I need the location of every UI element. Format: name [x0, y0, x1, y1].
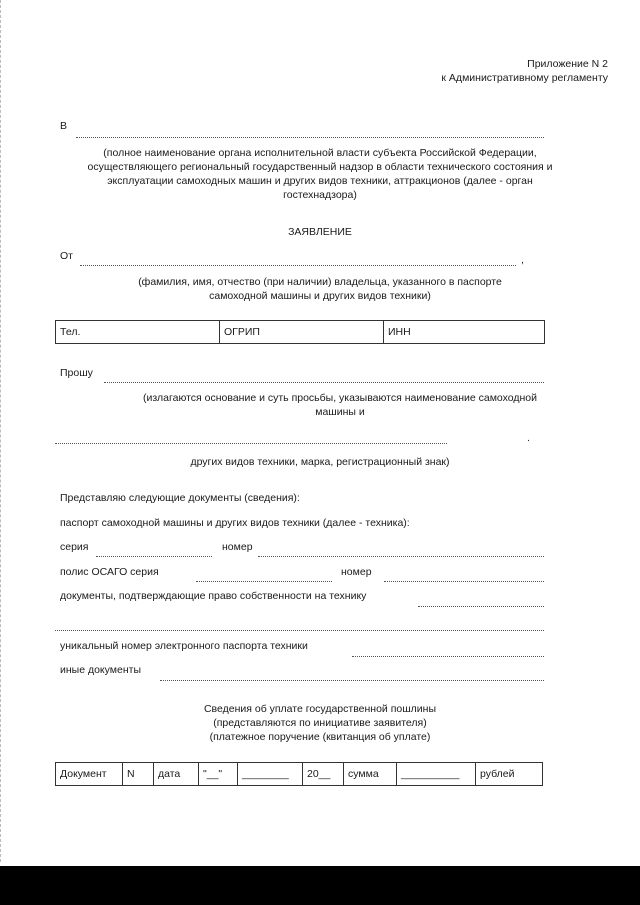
ownership-field-1[interactable] — [418, 606, 544, 607]
request-caption-1: (излагаются основание и суть просьбы, указываются наименование самоходной — [142, 392, 538, 404]
epassport-field[interactable] — [352, 656, 544, 657]
series-label: серия — [60, 541, 89, 553]
addressee-caption-2: осуществляющего региональный государственный надзор в области технического состояния и — [87, 161, 553, 173]
passport-label: паспорт самоходной машины и других видов техники (далее - техника): — [60, 517, 410, 529]
fee-table — [55, 762, 543, 786]
ownership-label: документы, подтверждающие право собственности на технику — [60, 590, 367, 602]
osago-label: полис ОСАГО серия — [60, 566, 159, 578]
document-title: ЗАЯВЛЕНИЕ — [288, 226, 352, 238]
fee-n-label: N — [127, 768, 135, 780]
contacts-table — [55, 320, 545, 344]
other-docs-field[interactable] — [160, 680, 544, 681]
fee-sum-cell — [344, 763, 397, 786]
ownership-field-2[interactable] — [55, 630, 544, 631]
phone-cell[interactable] — [56, 321, 220, 344]
fee-year-cell[interactable] — [303, 763, 344, 786]
fee-sum-label: сумма — [348, 768, 379, 780]
request-field-1[interactable] — [104, 382, 544, 383]
from-prefix: От — [60, 250, 73, 262]
inn-label: ИНН — [388, 326, 411, 338]
fee-title-3: (платежное поручение (квитанция об уплате) — [209, 731, 431, 743]
request-prefix: Прошу — [60, 367, 93, 379]
series-field[interactable] — [96, 556, 212, 557]
fee-day-cell[interactable] — [199, 763, 238, 786]
fee-rub-label: рублей — [480, 768, 515, 780]
fee-date-cell — [154, 763, 199, 786]
request-field-2[interactable] — [55, 443, 447, 444]
addressee-prefix: В — [60, 120, 68, 132]
fee-title-1: Сведения об уплате государственной пошлины — [203, 703, 437, 715]
fee-date-label: дата — [158, 768, 181, 780]
fee-doc-cell — [56, 763, 123, 786]
inn-cell[interactable] — [384, 321, 545, 344]
fee-doc-label: Документ — [60, 768, 107, 780]
ogrip-cell[interactable] — [220, 321, 384, 344]
request-dot: . — [527, 432, 530, 444]
other-docs-label: иные документы — [60, 664, 141, 676]
scan-bottom-border — [0, 866, 640, 905]
documents-intro: Представляю следующие документы (сведения): — [60, 492, 300, 504]
fee-month-blank: ________ — [242, 768, 289, 780]
osago-series-field[interactable] — [196, 581, 332, 582]
from-caption-2: самоходной машины и других видов техники) — [209, 290, 431, 302]
fee-day-blank: "__" — [203, 768, 223, 780]
number-field[interactable] — [258, 556, 544, 557]
osago-number-field[interactable] — [384, 581, 544, 582]
request-caption-3: других видов техники, марка, регистрационный знак) — [190, 456, 450, 468]
fee-year-blank: 20__ — [307, 768, 331, 780]
addressee-field[interactable] — [76, 137, 544, 138]
from-field[interactable] — [80, 265, 516, 266]
request-caption-2: машины и — [315, 406, 365, 418]
from-caption-1: (фамилия, имя, отчество (при наличии) владельца, указанного в паспорте — [138, 276, 502, 288]
number-label: номер — [222, 541, 253, 553]
appendix-line-2: к Административному регламенту — [441, 72, 608, 84]
fee-rub-cell — [476, 763, 543, 786]
fee-title-2: (представляются по инициативе заявителя) — [213, 717, 427, 729]
epassport-label: уникальный номер электронного паспорта техники — [60, 640, 308, 652]
fee-n-cell[interactable] — [123, 763, 154, 786]
addressee-caption-3: эксплуатации самоходных машин и других видов техники, аттракционов (далее - орган — [107, 175, 533, 187]
ogrip-label: ОГРИП — [224, 326, 260, 338]
osago-number-label: номер — [341, 566, 372, 578]
from-comma: , — [521, 254, 524, 266]
fee-month-cell[interactable] — [238, 763, 303, 786]
addressee-caption-1: (полное наименование органа исполнительной власти субъекта Российской Федерации, — [103, 147, 537, 159]
addressee-caption-4: гостехнадзора) — [283, 189, 357, 201]
fee-amount-cell[interactable] — [397, 763, 476, 786]
fee-amount-blank: __________ — [401, 768, 460, 780]
appendix-line-1: Приложение N 2 — [527, 58, 608, 70]
phone-label: Тел. — [60, 326, 81, 338]
